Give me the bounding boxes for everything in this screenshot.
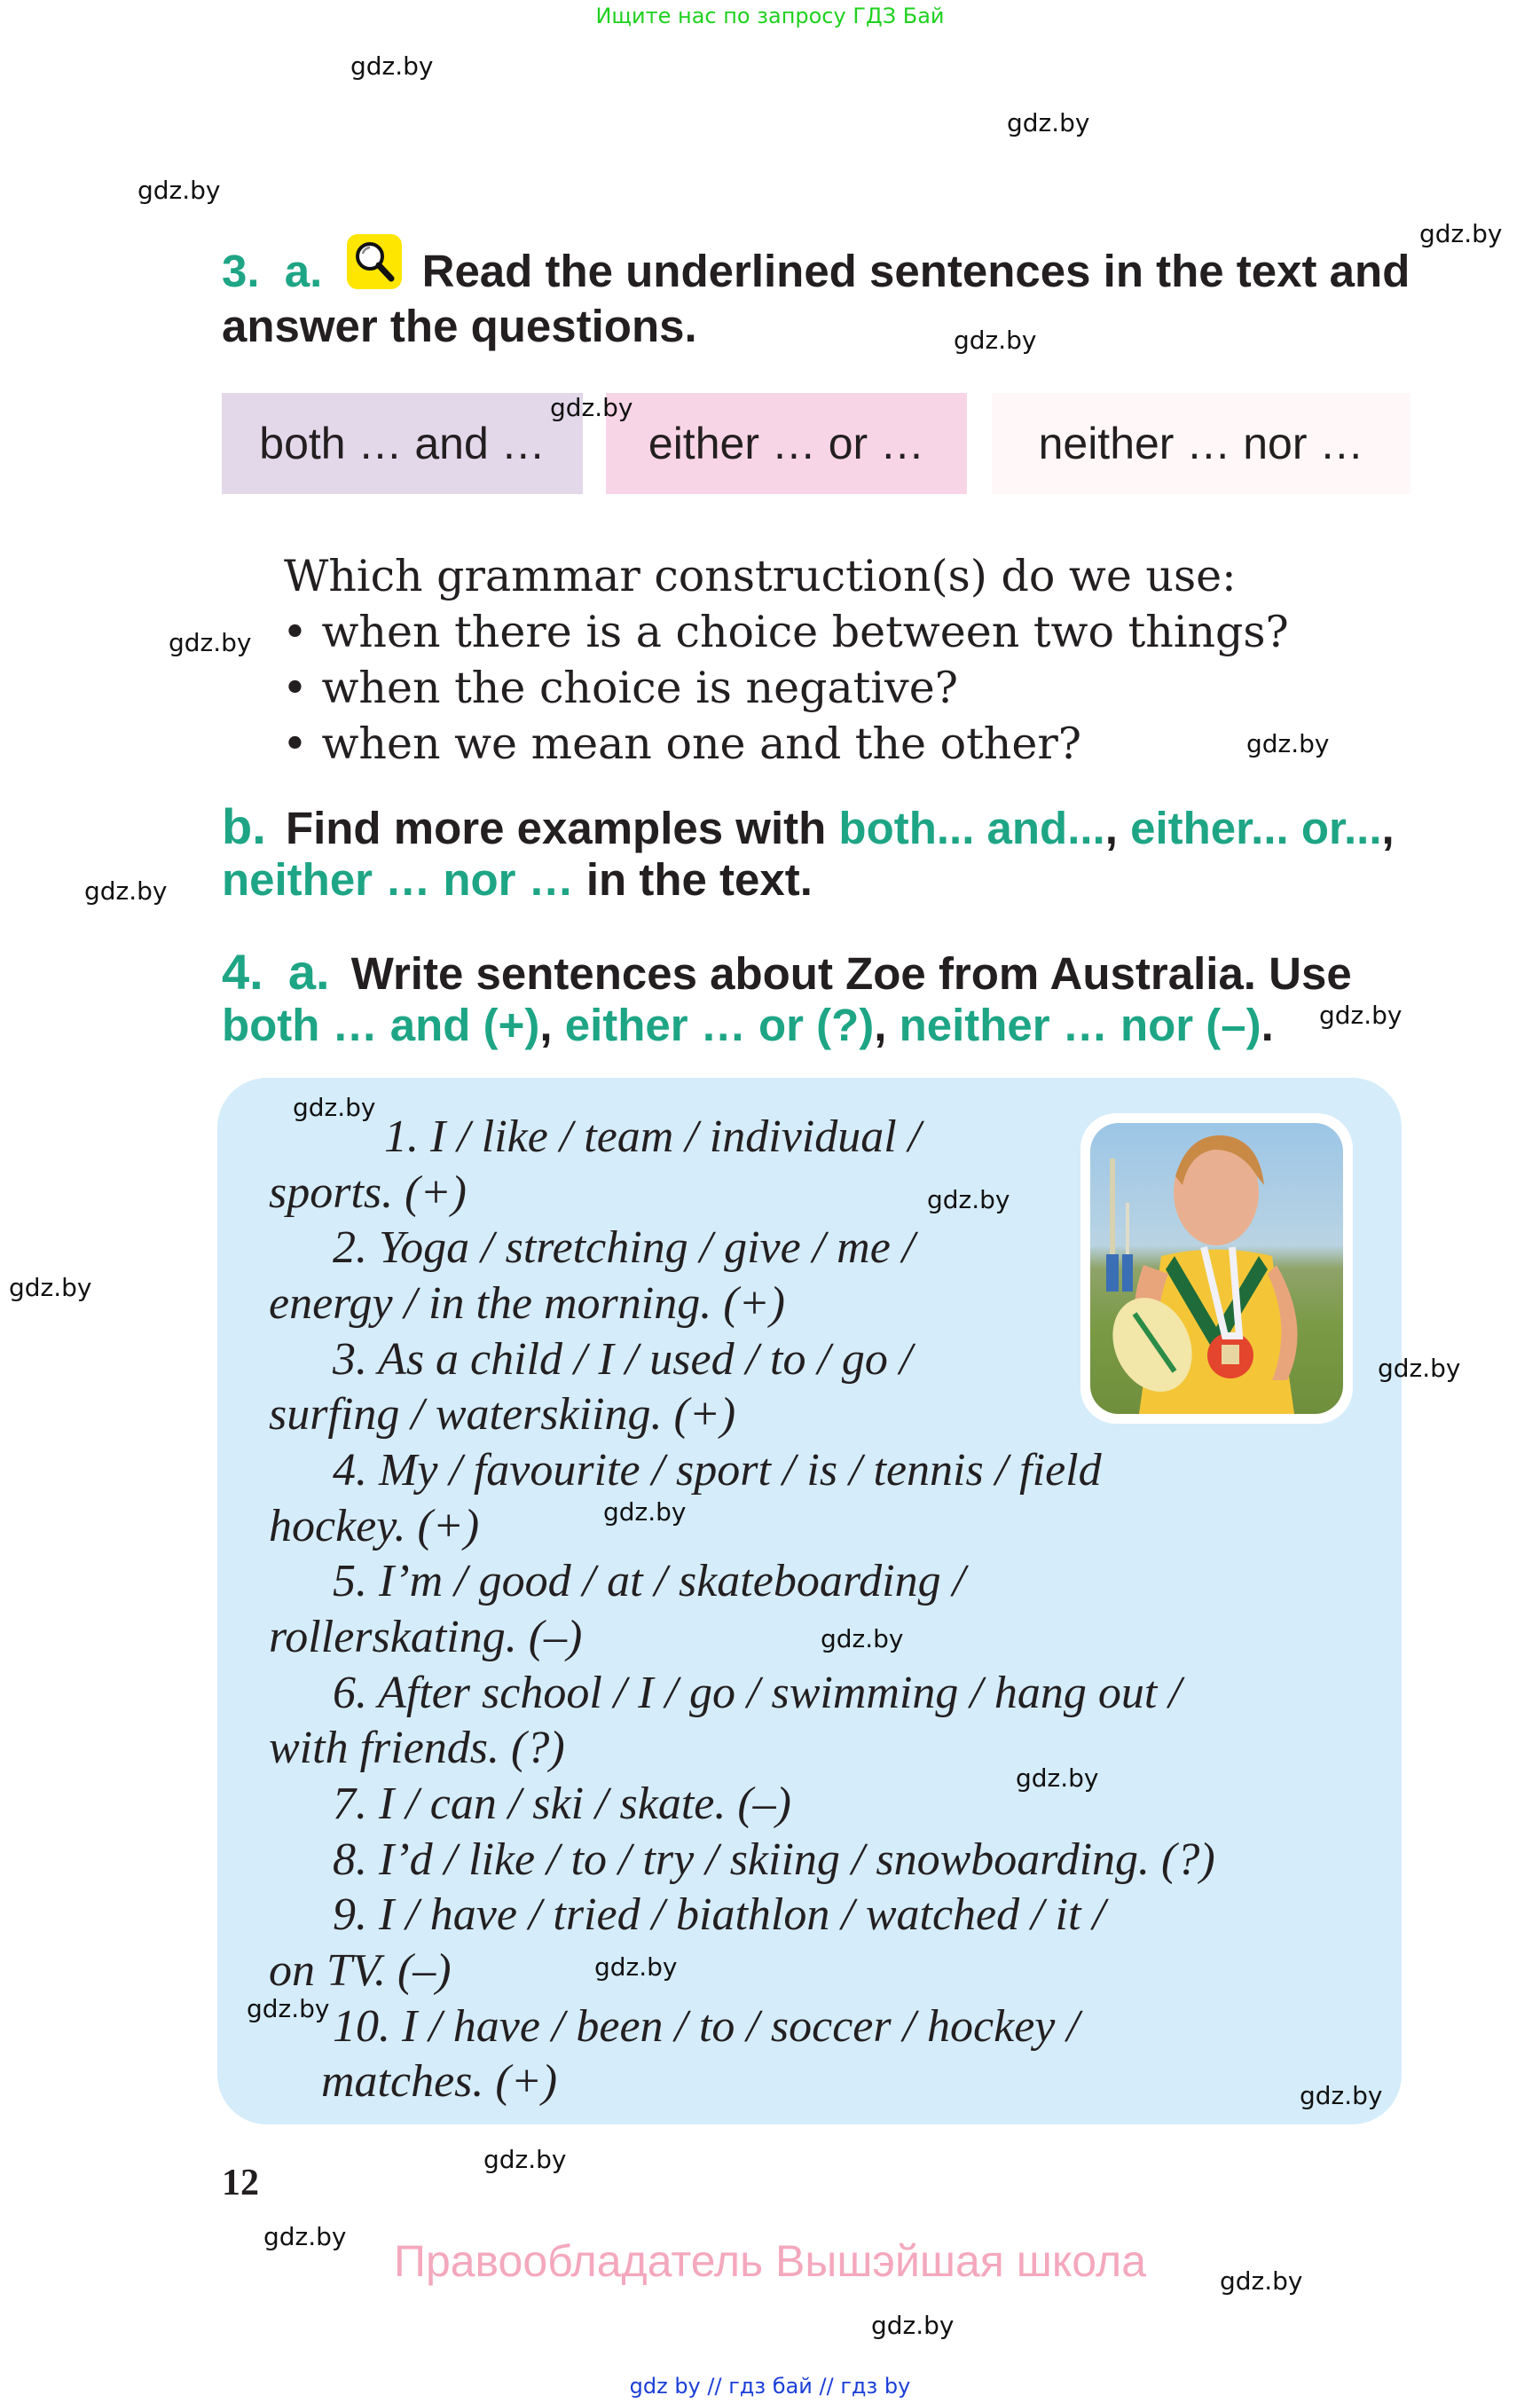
- watermark: gdz.by: [603, 1497, 687, 1527]
- watermark: gdz.by: [1246, 729, 1330, 758]
- watermark: gdz.by: [263, 2222, 347, 2251]
- search-banner: Ищите нас по запросу ГДЗ Бай: [595, 4, 945, 28]
- sentence-line: rollerskating. (–): [269, 1612, 583, 1662]
- watermark: gdz.by: [293, 1093, 376, 1122]
- separator: ,: [1381, 803, 1395, 853]
- separator: ,: [1104, 803, 1131, 853]
- watermark: gdz.by: [247, 1994, 330, 2023]
- task-3a-heading: [222, 245, 1410, 300]
- task-4a-instruction-line1: Write sentences about Zoe from Australia. Use: [350, 948, 1352, 999]
- sentence-line: 9. I / have / tried / biathlon / watched / it /: [333, 1889, 1105, 1940]
- grammar-box-both-and: both … and …: [222, 393, 583, 494]
- task-3a-instruction-line1: Read the underlined sentences in the text and: [421, 246, 1410, 296]
- grammar-box-either-or: either … or …: [606, 393, 967, 494]
- sentence-line: 7. I / can / ski / skate. (–): [333, 1779, 791, 1829]
- sentence-line: 4. My / favourite / sport / is / tennis / field: [333, 1445, 1102, 1496]
- sentence-line: 5. I’m / good / at / skateboarding /: [333, 1556, 966, 1606]
- separator: ,: [539, 1000, 565, 1050]
- task-3b-text: in the text.: [573, 854, 813, 905]
- sentence-line: 8. I’d / like / to / try / skiing / snowboarding. (?): [333, 1834, 1215, 1885]
- watermark: gdz.by: [1378, 1354, 1461, 1383]
- watermark: gdz.by: [1300, 2081, 1383, 2110]
- bullet-icon: •: [282, 607, 322, 657]
- bullet-icon: •: [282, 719, 322, 769]
- sentence-line: 1. I / like / team / individual /: [384, 1111, 922, 1162]
- question-item: [282, 660, 958, 716]
- grammar-highlight: neither … nor (–): [899, 1000, 1261, 1050]
- watermark: gdz.by: [9, 1273, 92, 1302]
- copyright-notice: Правообладатель Вышэйшая школа: [394, 2236, 1146, 2286]
- sentence-line: on TV. (–): [269, 1945, 452, 1996]
- sentence-line: hockey. (+): [269, 1501, 480, 1551]
- task-part-label: a.: [287, 944, 330, 1000]
- sentence-line: 3. As a child / I / used / to / go /: [333, 1334, 913, 1385]
- task-number: 3.: [222, 246, 260, 296]
- magnifier-icon: [347, 234, 402, 289]
- watermark: gdz.by: [927, 1185, 1010, 1214]
- sentence-line: surfing / waterskiing. (+): [269, 1389, 736, 1440]
- zoe-photo: [1090, 1123, 1343, 1414]
- watermark: gdz.by: [1220, 2266, 1303, 2296]
- watermark: gdz.by: [138, 176, 221, 205]
- question-text: when the choice is negative?: [321, 663, 958, 713]
- sentence-line: matches. (+): [321, 2056, 558, 2107]
- grammar-highlight: either … or (?): [564, 1000, 875, 1050]
- question-text: when there is a choice between two things?: [321, 607, 1289, 657]
- question-item: [282, 604, 1289, 660]
- sentence-line: 2. Yoga / stretching / give / me /: [333, 1222, 915, 1273]
- sentence-line: sports. (+): [269, 1167, 467, 1218]
- task-part-label: b.: [222, 798, 266, 854]
- grammar-highlight: both... and...: [838, 803, 1105, 853]
- watermark: gdz.by: [821, 1624, 904, 1653]
- task-number: 4.: [222, 944, 263, 1000]
- watermark: gdz.by: [1007, 108, 1090, 137]
- grammar-highlight: both … and (+): [222, 1000, 540, 1050]
- question-item: [282, 716, 1081, 772]
- watermark: gdz.by: [483, 2145, 567, 2174]
- separator: .: [1261, 1000, 1274, 1050]
- grammar-highlight: either... or...: [1130, 803, 1382, 853]
- separator: ,: [874, 1000, 900, 1050]
- sentence-line: with friends. (?): [269, 1723, 565, 1773]
- question-intro: Which grammar construction(s) do we use:: [284, 551, 1237, 601]
- question-text: when we mean one and the other?: [321, 719, 1082, 769]
- task-4a-instruction-line2: [222, 999, 1274, 1052]
- sentence-line: 10. I / have / been / to / soccer / hockey /: [333, 2001, 1080, 2052]
- watermark: gdz.by: [1016, 1763, 1099, 1793]
- sentence-line: energy / in the morning. (+): [269, 1278, 785, 1329]
- task-3b-text: Find more examples with: [285, 803, 839, 853]
- task-3b-line1: [222, 800, 1395, 855]
- watermark: gdz.by: [169, 628, 252, 657]
- grammar-box-neither-nor: neither … nor …: [992, 393, 1410, 494]
- sentence-line: 6. After school / I / go / swimming / hang out /: [333, 1668, 1182, 1718]
- task-4a-heading: [222, 946, 1352, 1001]
- watermark: gdz.by: [84, 876, 168, 906]
- task-3b-line2: [222, 853, 813, 907]
- watermark: gdz.by: [1419, 219, 1503, 248]
- watermark: gdz.by: [1319, 1001, 1402, 1030]
- watermark: gdz.by: [871, 2311, 955, 2340]
- bullet-icon: •: [282, 663, 322, 713]
- watermark: gdz.by: [594, 1952, 678, 1982]
- watermark: gdz.by: [954, 326, 1037, 355]
- task-part-label: a.: [284, 246, 323, 296]
- task-3a-instruction-line2: answer the questions.: [222, 301, 697, 351]
- grammar-highlight: neither … nor …: [222, 854, 574, 905]
- footer-links[interactable]: gdz by // гдз бай // гдз by: [629, 2374, 911, 2399]
- watermark: gdz.by: [350, 51, 434, 81]
- watermark: gdz.by: [550, 393, 633, 422]
- page-number: 12: [222, 2163, 259, 2203]
